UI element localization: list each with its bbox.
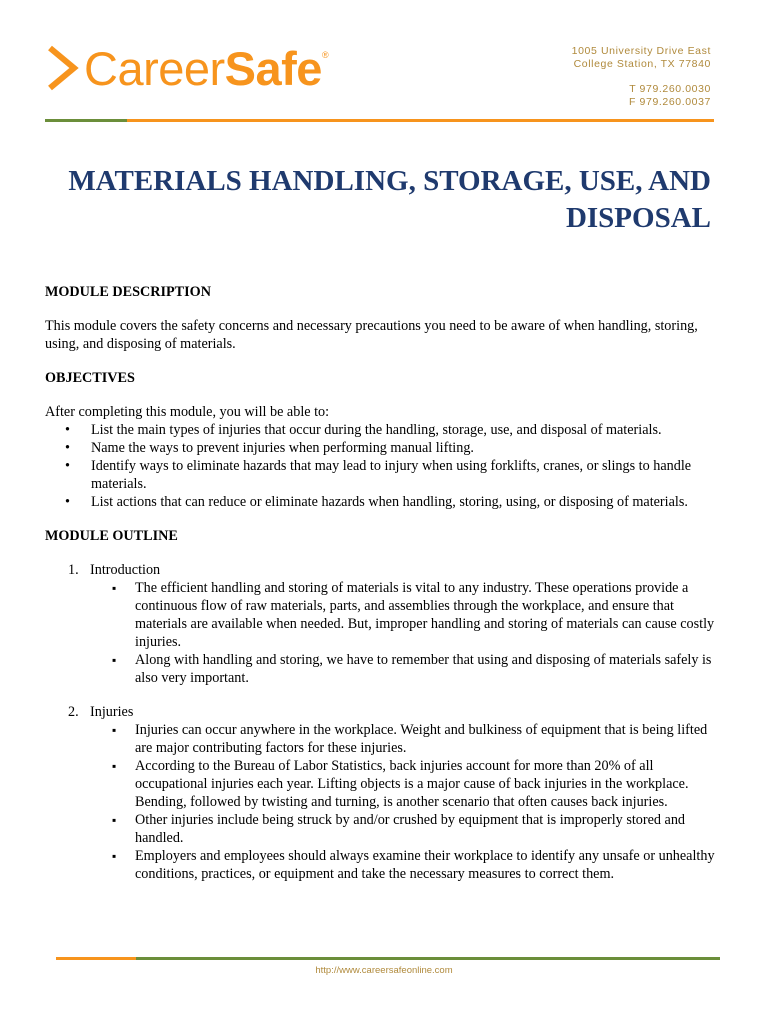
module-outline-list bbox=[45, 561, 715, 883]
address-line-1: 1005 University Drive East bbox=[571, 45, 711, 57]
outline-point: ▪ Along with handling and storing, we have to remember that using and disposing of materials safely is also very important. bbox=[90, 651, 715, 687]
outline-point: ▪ The efficient handling and storing of materials is vital to any industry. These operations provide a continuous flow of raw materials, parts, and assemblies through the workplace, and ensure that materials are available when needed. But, improper handling and storing of materials can cause costly injuries. bbox=[90, 579, 715, 651]
logo-trademark: ® bbox=[321, 49, 329, 60]
careersafe-logo bbox=[44, 40, 328, 96]
title-line-1: MATERIALS HANDLING, STORAGE, USE, AND bbox=[68, 165, 711, 197]
document-body bbox=[45, 283, 715, 899]
outline-section-title: Injuries bbox=[90, 704, 134, 720]
outline-points bbox=[90, 579, 715, 687]
phone-number: T 979.260.0030 bbox=[629, 83, 711, 95]
objective-item: • List the main types of injuries that occur during the handling, storage, use, and disposal of materials. bbox=[45, 421, 715, 439]
fax-number: F 979.260.0037 bbox=[629, 96, 711, 108]
title-line-2: DISPOSAL bbox=[565, 202, 711, 234]
objective-item: • Name the ways to prevent injuries when performing manual lifting. bbox=[45, 439, 715, 457]
outline-section bbox=[45, 703, 715, 883]
objectives-list bbox=[45, 421, 715, 511]
outline-points bbox=[90, 721, 715, 883]
module-outline-heading: MODULE OUTLINE bbox=[45, 528, 178, 544]
outline-section-number: 1. bbox=[68, 562, 79, 578]
module-description-text: This module covers the safety concerns and necessary precautions you need to be aware of when handling, storing, using, and disposing of materials. bbox=[45, 318, 698, 352]
outline-point: ▪ According to the Bureau of Labor Statistics, back injuries account for more than 20% of all occupational injuries each year. Lifting objects is a major cause of back injuries in the workplace. Bending, followed by twisting and turning, is another scenario that often causes back injuries. bbox=[90, 757, 715, 811]
footer-url-link[interactable]: http://www.careersafeonline.com bbox=[315, 965, 453, 976]
logo-wordmark bbox=[84, 41, 329, 95]
outline-point: ▪ Employers and employees should always examine their workplace to identify any unsafe or unhealthy conditions, practices, or equipment and take the necessary measures to correct them. bbox=[90, 847, 715, 883]
logo-name-bold: Safe bbox=[224, 41, 322, 95]
footer-rule-orange bbox=[56, 957, 136, 960]
outline-section-number: 2. bbox=[68, 704, 79, 720]
outline-point: ▪ Other injuries include being struck by and/or crushed by equipment that is improperly stored and handled. bbox=[90, 811, 715, 847]
outline-section-title: Introduction bbox=[90, 562, 161, 578]
objective-item: • Identify ways to eliminate hazards that may lead to injury when using forklifts, cranes, or slings to handle materials. bbox=[45, 457, 715, 493]
logo-name-regular: Career bbox=[84, 41, 225, 95]
address-block bbox=[572, 45, 711, 109]
outline-section bbox=[45, 561, 715, 687]
outline-point: ▪ Injuries can occur anywhere in the workplace. Weight and bulkiness of equipment that is being lifted are major contributing factors for these injuries. bbox=[90, 721, 715, 757]
footer-rule-green bbox=[136, 957, 720, 960]
objectives-intro: After completing this module, you will be able to: bbox=[45, 404, 330, 420]
header-rule-orange bbox=[127, 119, 714, 122]
objective-item: • List actions that can reduce or eliminate hazards when handling, storing, using, or disposing of materials. bbox=[45, 493, 715, 511]
document-title bbox=[31, 163, 711, 237]
address-line-2: College Station, TX 77840 bbox=[573, 58, 711, 70]
header-rule-green bbox=[45, 119, 127, 122]
chevron-right-icon bbox=[44, 42, 80, 94]
objectives-heading: OBJECTIVES bbox=[45, 370, 135, 386]
module-description-heading: MODULE DESCRIPTION bbox=[45, 284, 211, 300]
